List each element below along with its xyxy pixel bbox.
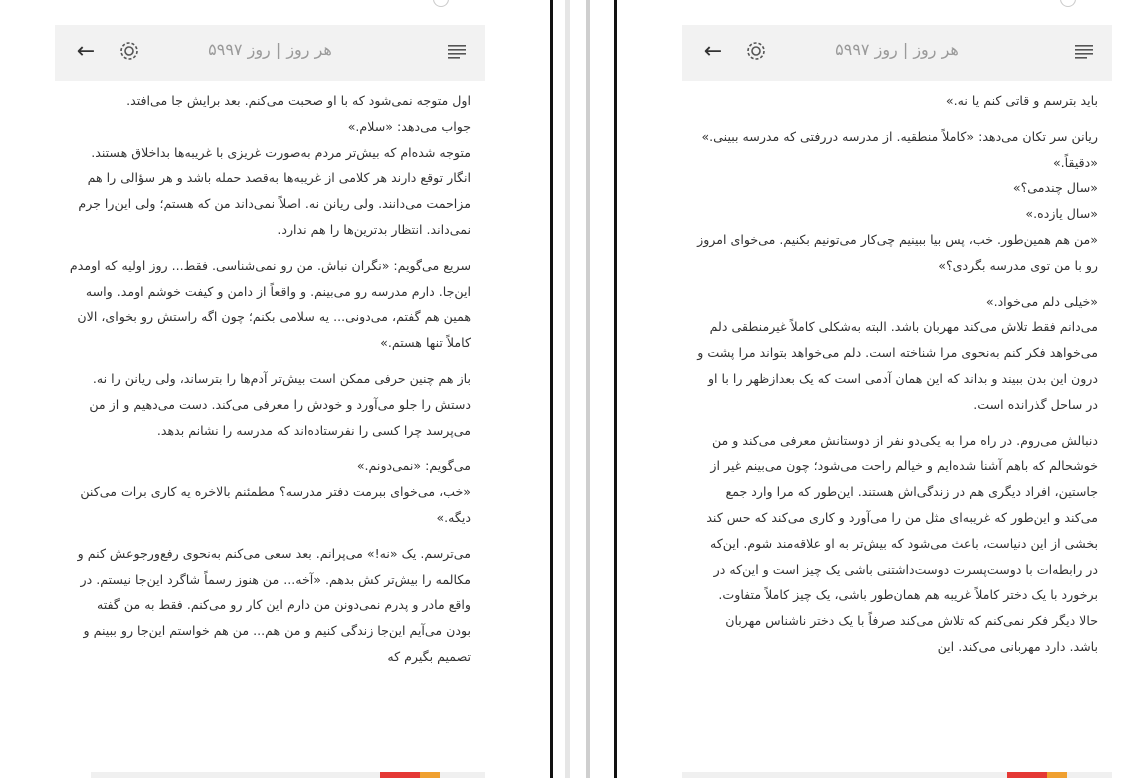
paragraph: «خب، می‌خوای ببرمت دفتر مدرسه؟ مطمئنم بالاخره یه کاری برات می‌کنن دیگه.»: [80, 484, 471, 525]
right-reader-header: [682, 25, 1112, 81]
paragraph: «خیلی دلم می‌خواد.»: [985, 293, 1098, 309]
paragraph: «سال چندمی؟»: [1012, 180, 1098, 196]
center-gap-dark: [586, 0, 590, 778]
left-reader-panel: [55, 0, 485, 778]
paragraph: می‌ترسم. یک «نه!» می‌پرانم. بعد سعی می‌کنم به‌نحوی رفع‌ورجوعش کنم و مکالمه را بیش‌تر کش بدهم. «آخه... من هنوز رسماً شاگرد این‌جا نیستم. در واقع مادر و پدرم نمی‌دونن من دارم این کار رو می‌کنم. فقط به من گفته بودن می‌آیم این‌جا زندگی کنیم و من هم... من هم خواستم این‌جا رو ببینم و تصمیم بگیرم که: [77, 545, 471, 664]
paragraph: اول متوجه نمی‌شود که با او صحبت می‌کنم. بعد برایش جا می‌افتد.: [126, 93, 471, 108]
right-bottom-accent-2: [1047, 772, 1067, 778]
text-menu-icon[interactable]: [1074, 42, 1094, 62]
arrow-left-icon[interactable]: ←: [703, 39, 723, 64]
left-divider-line: [550, 0, 553, 778]
paragraph: باید بترسم و قاتی کنم یا نه.»: [945, 93, 1098, 108]
paragraph: جواب می‌دهد: «سلام.»: [347, 118, 471, 134]
left-page-text: [69, 88, 471, 670]
right-page-text: [696, 88, 1098, 660]
right-bottom-accent: [1007, 772, 1047, 778]
center-gap: [565, 0, 570, 778]
left-bottom-accent: [380, 772, 420, 778]
left-reader-header: [55, 25, 485, 81]
right-reader-panel: [682, 0, 1112, 778]
paragraph: سریع می‌گویم: «نگران نباش. من رو نمی‌شناسی. فقط... روز اولیه که اومدم این‌جا. دارم مدرسه رو می‌بینم. و واقعاً از دامن و کیفت خوشم اومد. واسه همین هم گفتم، می‌دونی... یه سلامی بکنم؛ چون اگه راستش رو بخوای، الان کاملاً تنها هستم.»: [69, 257, 471, 351]
right-top-handle: [1060, 0, 1076, 7]
paragraph: باز هم چنین حرفی ممکن است بیش‌تر آدم‌ها را بترساند، ولی ریانن را نه. دستش را جلو می‌آورد و خودش را معرفی می‌کند. دست می‌دهیم و از من می‌پرسد چرا کسی را نفرستاده‌اند که مدرسه را نشانم بدهد.: [89, 370, 471, 438]
paragraph: «سال یازده.»: [1025, 206, 1098, 222]
paragraph: «دقیقاً.»: [1052, 154, 1098, 170]
paragraph: متوجه شده‌ام که بیش‌تر مردم به‌صورت غریزی با غریبه‌ها بداخلاق هستند. انگار توقع دارند هر کلامی از غریبه‌ها به‌قصد حمله باشد و هر سؤالی را هم مزاحمت می‌دانند. ولی ریانن نه. اصلاً نمی‌داند من که هستم؛ ولی این‌را جرم نمی‌داند. انتظار بدترین‌ها را هم ندارد.: [78, 144, 471, 237]
book-title: هر روز | روز ۵۹۹۷: [835, 40, 959, 59]
paragraph: می‌دانم فقط تلاش می‌کند مهربان باشد. البته به‌شکلی کاملاً غیرمنطقی دلم می‌خواهد فکر کنم به‌نحوی مرا شناخته است. دلم می‌خواهد بتواند مرا پشت و درون این بدن ببیند و بداند که این همان آدمی است که یک بعدازظهر را با او در ساحل گذرانده است.: [697, 319, 1098, 412]
arrow-left-icon[interactable]: ←: [76, 39, 96, 64]
text-menu-icon[interactable]: [447, 42, 467, 62]
paragraph: دنبالش می‌روم. در راه مرا به یکی‌دو نفر از دوستانش معرفی می‌کند و من خوشحالم که باهم آشنا شده‌ایم و خیالم راحت می‌شود؛ چون می‌بینم غیر از جاستین، افراد دیگری هم در زندگی‌اش هستند. این‌طور که مرا وارد جمع می‌کند و این‌طور که غریبه‌ای مثل من را می‌آورد و کاری می‌کند که حس کند بخشی از این دنیاست، باعث می‌شود که بیش‌تر به او علاقه‌مند شوم. این‌که در رابطه‌ات با دوست‌پسرت دوست‌داشتنی باشی یک چیز است و این‌که در برخورد با یک دختر کاملاً غریبه هم همان‌طور باشی، یک چیز کاملاً متفاوت. حالا دیگر فکر نمی‌کنم که تلاش می‌کند صرفاً با یک دختر ناشناس مهربان باشد. دارد مهربانی می‌کند. این: [706, 432, 1098, 654]
paragraph: «من هم همین‌طور. خب، پس بیا ببینیم چی‌کار می‌تونیم بکنیم. می‌خوای امروز رو با من توی مدرسه بگردی؟»: [697, 231, 1098, 273]
left-top-handle: [433, 0, 449, 7]
right-divider-line: [614, 0, 617, 778]
paragraph: می‌گویم: «نمی‌دونم.»: [356, 458, 471, 474]
paragraph: ریانن سر تکان می‌دهد: «کاملاً منطقیه. از مدرسه دررفتی که مدرسه ببینی.»: [701, 128, 1098, 144]
book-title: هر روز | روز ۵۹۹۷: [208, 40, 332, 59]
left-bottom-accent-2: [420, 772, 440, 778]
